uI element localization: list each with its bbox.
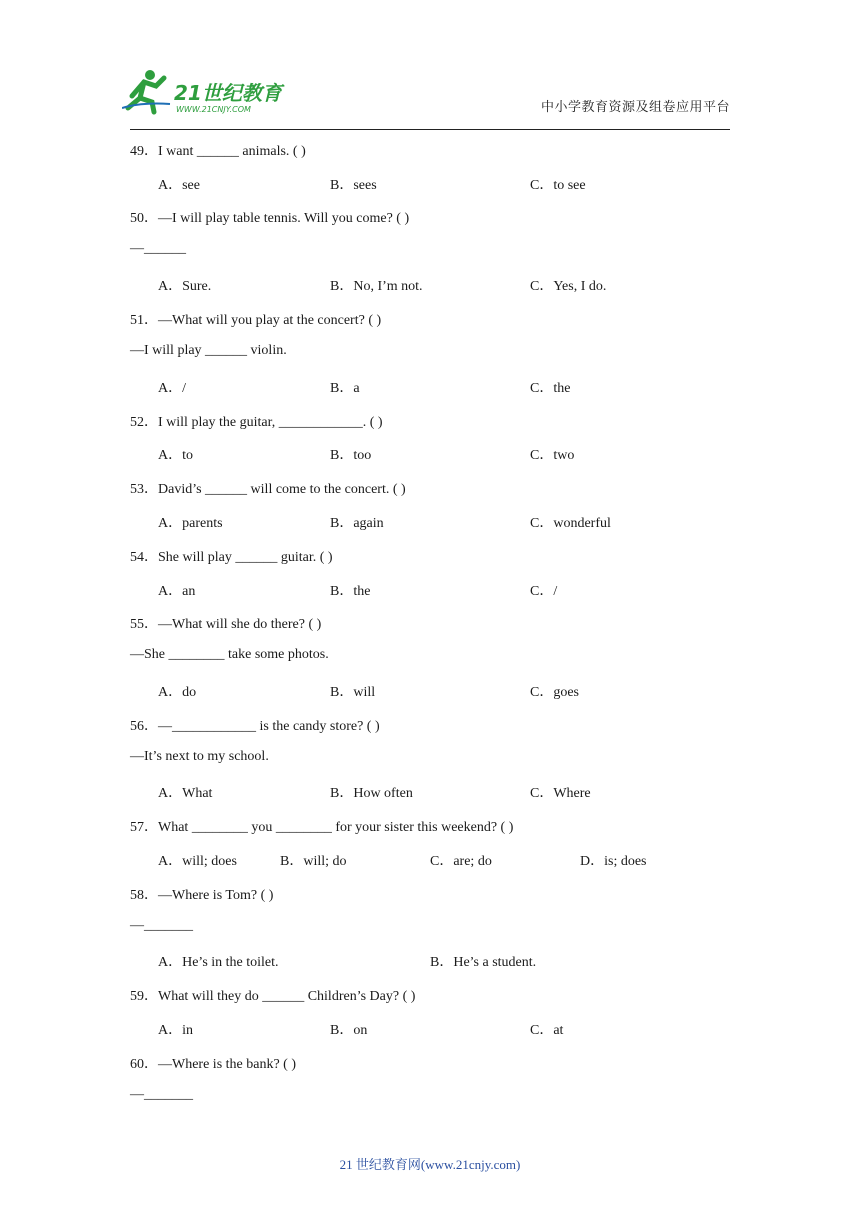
option-56-a: A．What bbox=[158, 786, 213, 801]
answer-line-60: —_______ bbox=[130, 1087, 193, 1102]
option-50-b: B．No, I’m not. bbox=[330, 279, 423, 294]
option-56-c: C．Where bbox=[530, 786, 591, 801]
option-51-a: A．/ bbox=[158, 381, 186, 396]
option-49-b: B．sees bbox=[330, 178, 377, 193]
question-stem-52: 52．I will play the guitar, ____________. ( ) bbox=[130, 415, 383, 430]
option-51-b: B．a bbox=[330, 381, 360, 396]
option-56-b: B．How often bbox=[330, 786, 413, 801]
logo-runner-icon bbox=[122, 66, 292, 116]
question-stem-58: 58．—Where is Tom? ( ) bbox=[130, 888, 274, 903]
option-49-a: A．see bbox=[158, 178, 200, 193]
answer-line-58: —_______ bbox=[130, 918, 193, 933]
question-stem-59: 59．What will they do ______ Children’s Day? ( ) bbox=[130, 989, 416, 1004]
svg-text:WWW.21CNJY.COM: WWW.21CNJY.COM bbox=[176, 105, 251, 114]
option-53-b: B．again bbox=[330, 516, 384, 531]
question-stem-51: 51．—What will you play at the concert? ( ) bbox=[130, 313, 382, 328]
option-49-c: C．to see bbox=[530, 178, 586, 193]
header-divider bbox=[130, 129, 730, 130]
question-stem-50: 50．—I will play table tennis. Will you come? ( ) bbox=[130, 211, 410, 226]
option-59-c: C．at bbox=[530, 1023, 564, 1038]
answer-line-50: —______ bbox=[130, 241, 186, 256]
option-55-b: B．will bbox=[330, 685, 376, 700]
option-54-a: A．an bbox=[158, 584, 196, 599]
option-54-b: B．the bbox=[330, 584, 371, 599]
question-stem-57: 57．What ________ you ________ for your sister this weekend? ( ) bbox=[130, 820, 514, 835]
answer-line-51: —I will play ______ violin. bbox=[130, 343, 287, 358]
question-stem-49: 49．I want ______ animals. ( ) bbox=[130, 144, 306, 159]
question-stem-55: 55．—What will she do there? ( ) bbox=[130, 617, 322, 632]
option-50-a: A．Sure. bbox=[158, 279, 212, 294]
option-51-c: C．the bbox=[530, 381, 571, 396]
page-footer[interactable]: 21 世纪教育网(www.21cnjy.com) bbox=[339, 1157, 521, 1172]
svg-text:21世纪教育: 21世纪教育 bbox=[174, 81, 282, 105]
page-header bbox=[0, 0, 860, 132]
question-stem-54: 54．She will play ______ guitar. ( ) bbox=[130, 550, 333, 565]
option-54-c: C．/ bbox=[530, 584, 558, 599]
option-52-c: C．two bbox=[530, 448, 575, 463]
option-57-d: D．is; does bbox=[580, 854, 647, 869]
answer-line-56: —It’s next to my school. bbox=[130, 749, 269, 764]
option-59-a: A．in bbox=[158, 1023, 193, 1038]
option-50-c: C．Yes, I do. bbox=[530, 279, 607, 294]
option-58-b: B．He’s a student. bbox=[430, 955, 537, 970]
option-52-a: A．to bbox=[158, 448, 193, 463]
answer-line-55: —She ________ take some photos. bbox=[130, 647, 329, 662]
option-52-b: B．too bbox=[330, 448, 372, 463]
option-58-a: A．He’s in the toilet. bbox=[158, 955, 279, 970]
header-tagline: 中小学教育资源及组卷应用平台 bbox=[540, 100, 730, 115]
question-stem-60: 60．—Where is the bank? ( ) bbox=[130, 1057, 296, 1072]
option-55-c: C．goes bbox=[530, 685, 579, 700]
option-55-a: A．do bbox=[158, 685, 197, 700]
logo bbox=[122, 66, 292, 116]
option-57-c: C．are; do bbox=[430, 854, 492, 869]
option-59-b: B．on bbox=[330, 1023, 368, 1038]
option-53-c: C．wonderful bbox=[530, 516, 611, 531]
question-stem-53: 53．David’s ______ will come to the concert. ( ) bbox=[130, 482, 406, 497]
option-57-a: A．will; does bbox=[158, 854, 237, 869]
option-53-a: A．parents bbox=[158, 516, 223, 531]
option-57-b: B．will; do bbox=[280, 854, 347, 869]
question-stem-56: 56．—____________ is the candy store? ( ) bbox=[130, 719, 380, 734]
